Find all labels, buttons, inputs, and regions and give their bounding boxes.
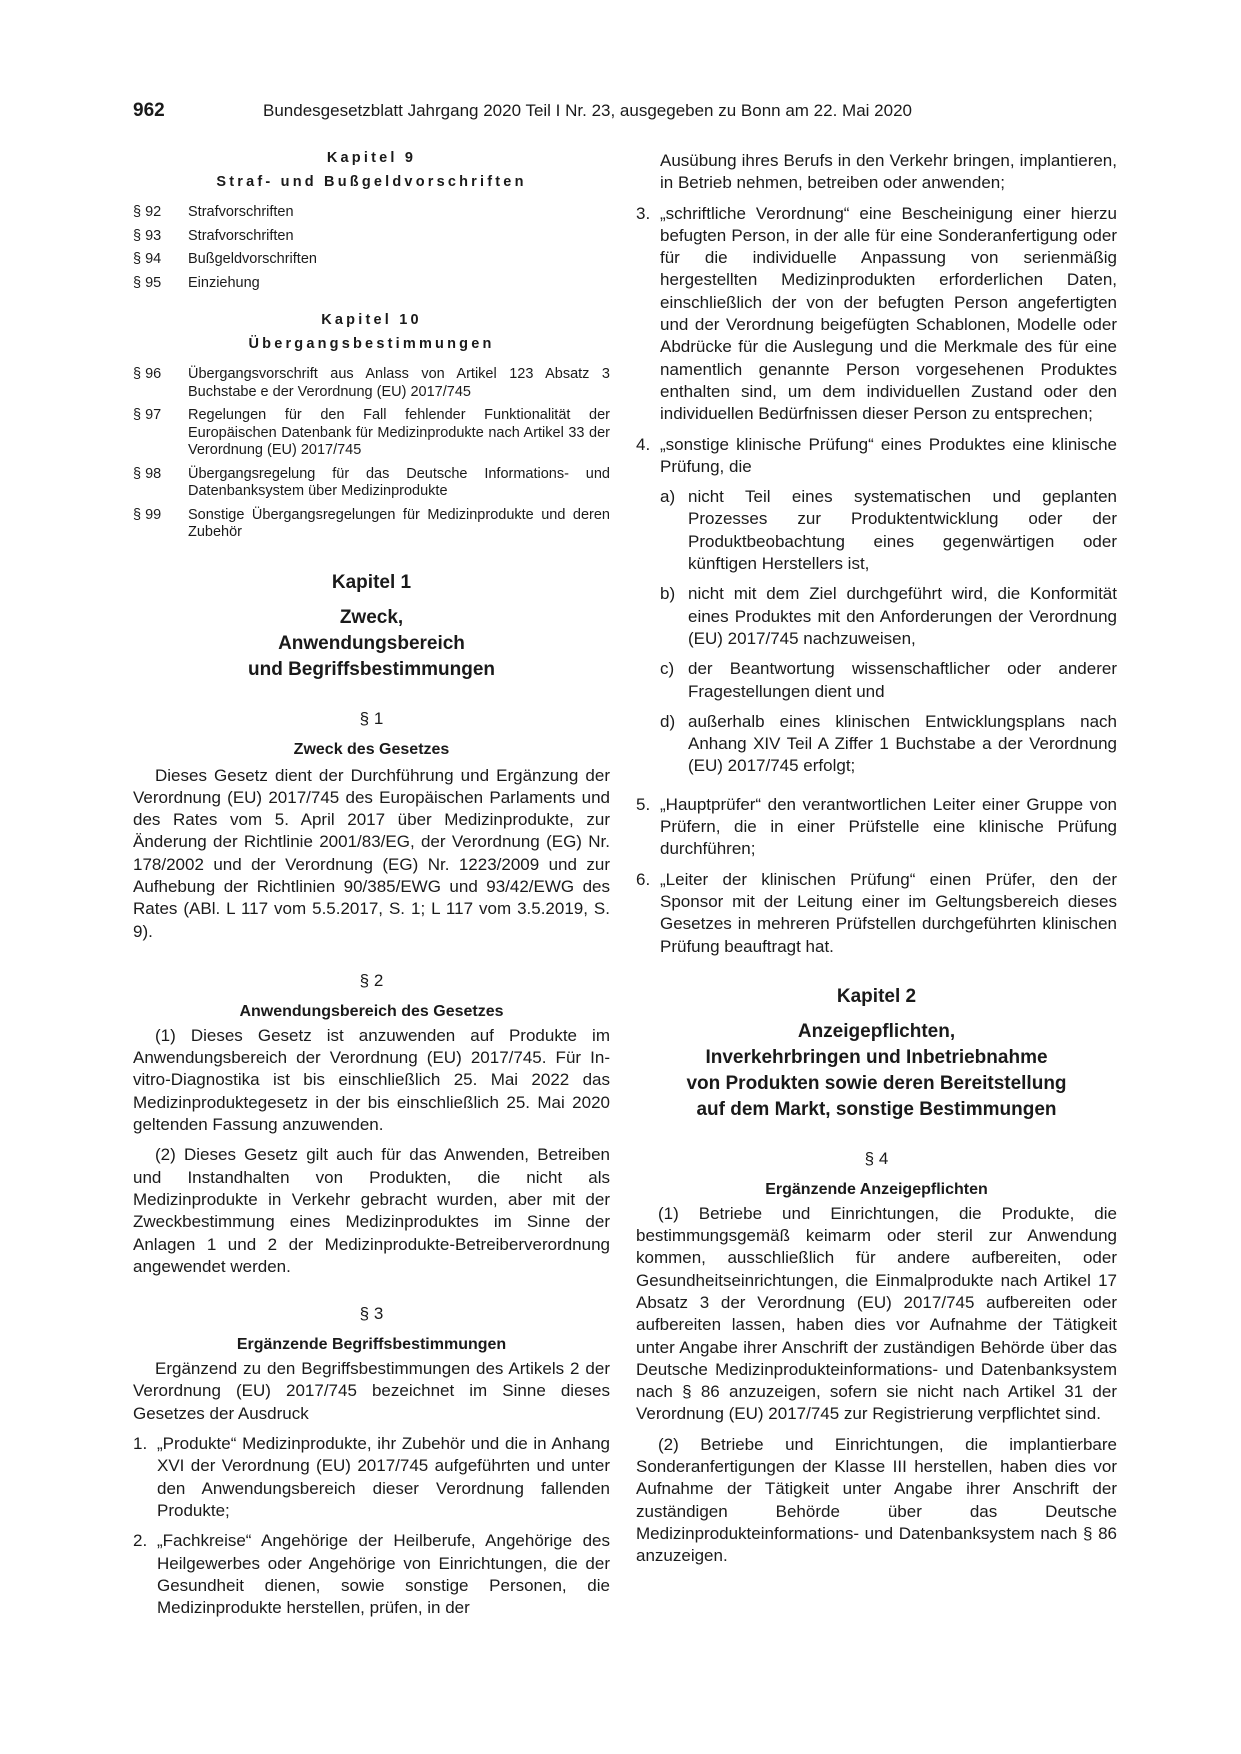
section-title: Ergänzende Begriffsbestimmungen [236, 1336, 507, 1354]
list-text: „Hauptprüfer“ den verantwortlichen Leiter einer Gruppe von Prüfern, die in einer Prüfstelle eine klinische Prüfung durchführen; [660, 794, 1117, 859]
toc-k10-title: Übergangsbestimmungen [248, 336, 495, 352]
toc-num: § 99 [133, 506, 162, 523]
list-number: 3. [636, 203, 651, 223]
toc-item [133, 466, 610, 501]
toc-k9-label: Kapitel 9 [326, 150, 417, 166]
sub-list-letter: c) [660, 659, 675, 679]
page-header [133, 100, 1118, 124]
sub-list-text: nicht Teil eines systematischen und geplanten Prozesses zur Produktentwicklung oder der Produktbeobachtung eines gegenwärtigen oder künftigen Herstellers ist, [688, 487, 1117, 574]
chapter-1-heading [133, 570, 610, 683]
toc-item [133, 366, 610, 401]
chapter-title-line: Zweck, [339, 606, 404, 628]
toc-text: Übergangsregelung für das Deutsche Informations- und Datenbanksystem über Medizinprodukte [188, 465, 610, 499]
sub-list-letter: b) [660, 584, 676, 604]
toc-item [133, 204, 610, 222]
section-1-text: Dieses Gesetz dient der Durchführung und Ergänzung der Verordnung (EU) 2017/745 des Europäischen Parlaments und des Rates vom 5. April 2017 über Medizinprodukte, zur Änderung der Richtlinie 2001/83/EG, der Verordnung (EG) Nr. 178/2002 und der Verordnung (EG) Nr. 1223/2009 und zur Aufhebung der Richtlinien 90/385/EWG und 93/42/EWG des Rates (ABl. L 117 vom 5.5.2017, S. 1; L 117 vom 3.5.2019, S. 9). [133, 765, 610, 941]
section-title: Ergänzende Anzeigepflichten [765, 1180, 988, 1198]
chapter-title-line: auf dem Markt, sonstige Bestimmungen [696, 1098, 1057, 1120]
list-number: 1. [133, 1434, 148, 1454]
toc-text: Strafvorschriften [188, 227, 294, 244]
toc-text: Regelungen für den Fall fehlender Funktionalität der Europäischen Datenbank für Medizinprodukte nach Artikel 33 der Verordnung (EU) 2017/745 [188, 407, 610, 458]
section-sign: § 2 [359, 970, 384, 990]
toc-text: Strafvorschriften [188, 204, 294, 220]
toc-k9-list [133, 204, 610, 292]
toc-num: § 92 [133, 204, 162, 220]
toc-text: Sonstige Übergangsregelungen für Medizinprodukte und deren Zubehör [188, 506, 610, 540]
section-sign: § 1 [359, 708, 384, 728]
toc-k10-label: Kapitel 10 [321, 312, 422, 328]
section-3-intro: Ergänzend zu den Begriffsbestimmungen des Artikels 2 der Verordnung (EU) 2017/745 bezeichnet im Sinne dieses Gesetzes der Ausdruck [133, 1359, 610, 1423]
list-item [636, 794, 1117, 861]
chapter-title-line: Anwendungsbereich [278, 632, 465, 654]
toc-num: § 96 [133, 366, 162, 382]
toc-num: § 93 [133, 227, 162, 244]
chapter-label: Kapitel 2 [836, 985, 917, 1007]
list-number: 6. [636, 869, 651, 889]
right-column [636, 150, 1117, 1568]
list-text: „sonstige klinische Prüfung“ eines Produktes eine klinische Prüfung, die [660, 434, 1117, 476]
toc-k10-list [133, 366, 610, 542]
toc-num: § 97 [133, 407, 162, 423]
chapter-title-line: und Begriffsbestimmungen [247, 658, 495, 680]
list-text: Ausübung ihres Berufs in den Verkehr bringen, implantieren, in Betrieb nehmen, betreiben oder anwenden; [660, 151, 1117, 193]
sub-list-item [660, 658, 1117, 703]
list-number: 2. [133, 1531, 148, 1551]
toc-num: § 94 [133, 251, 162, 267]
toc-item [133, 507, 610, 542]
list-item [636, 434, 1117, 786]
sub-list-item [660, 711, 1117, 778]
list-number: 4. [636, 434, 651, 454]
section-sign: § 3 [359, 1304, 384, 1324]
page-number: 962 [133, 100, 165, 121]
definition-list-continued [636, 150, 1117, 958]
section-sign: § 4 [864, 1148, 889, 1168]
sub-list-item [660, 486, 1117, 575]
toc-text: Bußgeldvorschriften [188, 251, 317, 267]
sub-list-letter: d) [660, 711, 676, 731]
list-text: „Fachkreise“ Angehörige der Heilberufe, Angehörige des Heilgewerbes oder Angehörige von Einrichtungen, die der Gesundheit dienen, sowie sonstige Personen, die Medizinprodukte herstellen, prüfen, in der [157, 1531, 610, 1618]
list-item [133, 1530, 610, 1619]
chapter-title-line: Anzeigepflichten, [797, 1020, 956, 1042]
section-4-para-1: (1) Betriebe und Einrichtungen, die Produkte, die bestimmungsgemäß keimarm oder steril zur Anwendung kommen, ausschließlich für andere aufbereiten, oder Gesundheitseinrichtungen, die Einmalprodukte nach Artikel 17 Absatz 3 der Verordnung (EU) 2017/745 aufbereiten oder aufbereiten lassen, haben dies vor Aufnahme der Tätigkeit unter Angabe ihrer Anschrift der zuständigen Behörde über das Deutsche Medizinprodukteinformations- und Datenbanksystem nach § 86 anzuzeigen, sofern sie nicht nach Artikel 31 der Verordnung (EU) 2017/745 zur Registrierung verpflichtet sind. [636, 1203, 1117, 1424]
toc-text: Übergangsvorschrift aus Anlass von Artikel 123 Absatz 3 Buchstabe e der Verordnung (EU) 2017/745 [188, 366, 610, 400]
sub-list-text: außerhalb eines klinischen Entwicklungsplans nach Anhang XIV Teil A Ziffer 1 Buchstabe a der Verordnung (EU) 2017/745 erfolgt; [688, 711, 1117, 776]
sub-list-item [660, 583, 1117, 650]
list-text: „schriftliche Verordnung“ eine Bescheinigung einer hierzu befugten Person, in der alle für eine Sonderanfertigung oder für die individuelle Anpassung von serienmäßig hergestellten Medizinprodukten erforderlichen Daten, einschließlich der von der befugten Person angefertigten und der Verordnung beigefügten Schablonen, Modelle oder Abdrücke für die Auslegung und die Merkmale des für eine namentlich genannte Person vorgesehenen Produktes enthalten sind, um dem individuellen Zustand oder den individuellen Bedürfnissen dieser Person zu entsprechen; [660, 203, 1117, 424]
list-item [636, 203, 1117, 426]
toc-item [133, 228, 610, 246]
sub-list-letter: a) [660, 487, 676, 507]
list-text: „Leiter der klinischen Prüfung“ einen Prüfer, den der Sponsor mit der Leitung einer im Geltungsbereich dieses Gesetzes in mehreren Prüfstellen durchgeführten klinischen Prüfung beauftragt hat. [660, 869, 1117, 956]
chapter-label: Kapitel 1 [331, 571, 412, 593]
chapter-title-line: Inverkehrbringen und Inbetriebnahme [705, 1046, 1048, 1068]
section-2-para-2: (2) Dieses Gesetz gilt auch für das Anwenden, Betreiben und Instandhalten von Produkten, die nicht als Medizinprodukte in Verkehr gebracht wurden, aber mit der Zweckbestimmung eines Medizinproduktes im Sinne der Anlagen 1 und 2 der Medizinprodukte-Betreiberverordnung angewendet werden. [133, 1145, 610, 1276]
section-title: Zweck des Gesetzes [293, 740, 450, 758]
header-title: Bundesgesetzblatt Jahrgang 2020 Teil I Nr. 23, ausgegeben zu Bonn am 22. Mai 2020 [263, 101, 912, 120]
toc-num: § 95 [133, 274, 162, 291]
list-item [133, 1433, 610, 1522]
list-text: „Produkte“ Medizinprodukte, ihr Zubehör und die in Anhang XVI der Verordnung (EU) 2017/745 aufgeführten und unter den Anwendungsbereich dieser Verordnung fallenden Produkte; [157, 1434, 610, 1520]
sub-list-text: nicht mit dem Ziel durchgeführt wird, die Konformität eines Produktes mit den Anforderungen der Verordnung (EU) 2017/745 nachzuweisen, [688, 584, 1117, 648]
list-item [636, 869, 1117, 958]
sub-list-text: der Beantwortung wissenschaftlicher oder anderer Fragestellungen dient und [688, 659, 1117, 701]
sub-list [660, 486, 1117, 778]
chapter-2-heading [636, 984, 1117, 1123]
chapter-title-line: von Produkten sowie deren Bereitstellung [686, 1072, 1067, 1094]
toc-num: § 98 [133, 465, 162, 482]
toc-item [133, 275, 610, 293]
section-4-para-2: (2) Betriebe und Einrichtungen, die implantierbare Sonderanfertigungen der Klasse III herstellen, haben dies vor Aufnahme der Tätigkeit unter Angabe ihrer Anschrift der zuständigen Behörde über das Deutsche Medizinprodukteinformations- und Datenbanksystem nach § 86 anzuzeigen. [636, 1434, 1117, 1566]
toc-k9-title: Straf- und Bußgeldvorschriften [216, 174, 527, 190]
toc-item [133, 251, 610, 269]
section-2-para-1: (1) Dieses Gesetz ist anzuwenden auf Produkte im Anwendungsbereich der Verordnung (EU) 2017/745. Für In-vitro-Diagnostika ist bis einschließlich 25. Mai 2022 das Medizinproduktegesetz in der bis einschließlich 25. Mai 2020 geltenden Fassung anzuwenden. [133, 1025, 610, 1135]
toc-text: Einziehung [188, 274, 260, 291]
toc-item [133, 407, 610, 460]
list-number: 5. [636, 794, 651, 814]
definition-list [133, 1433, 610, 1619]
left-column [133, 150, 610, 1627]
section-title: Anwendungsbereich des Gesetzes [239, 1002, 504, 1020]
list-item [636, 150, 1117, 195]
